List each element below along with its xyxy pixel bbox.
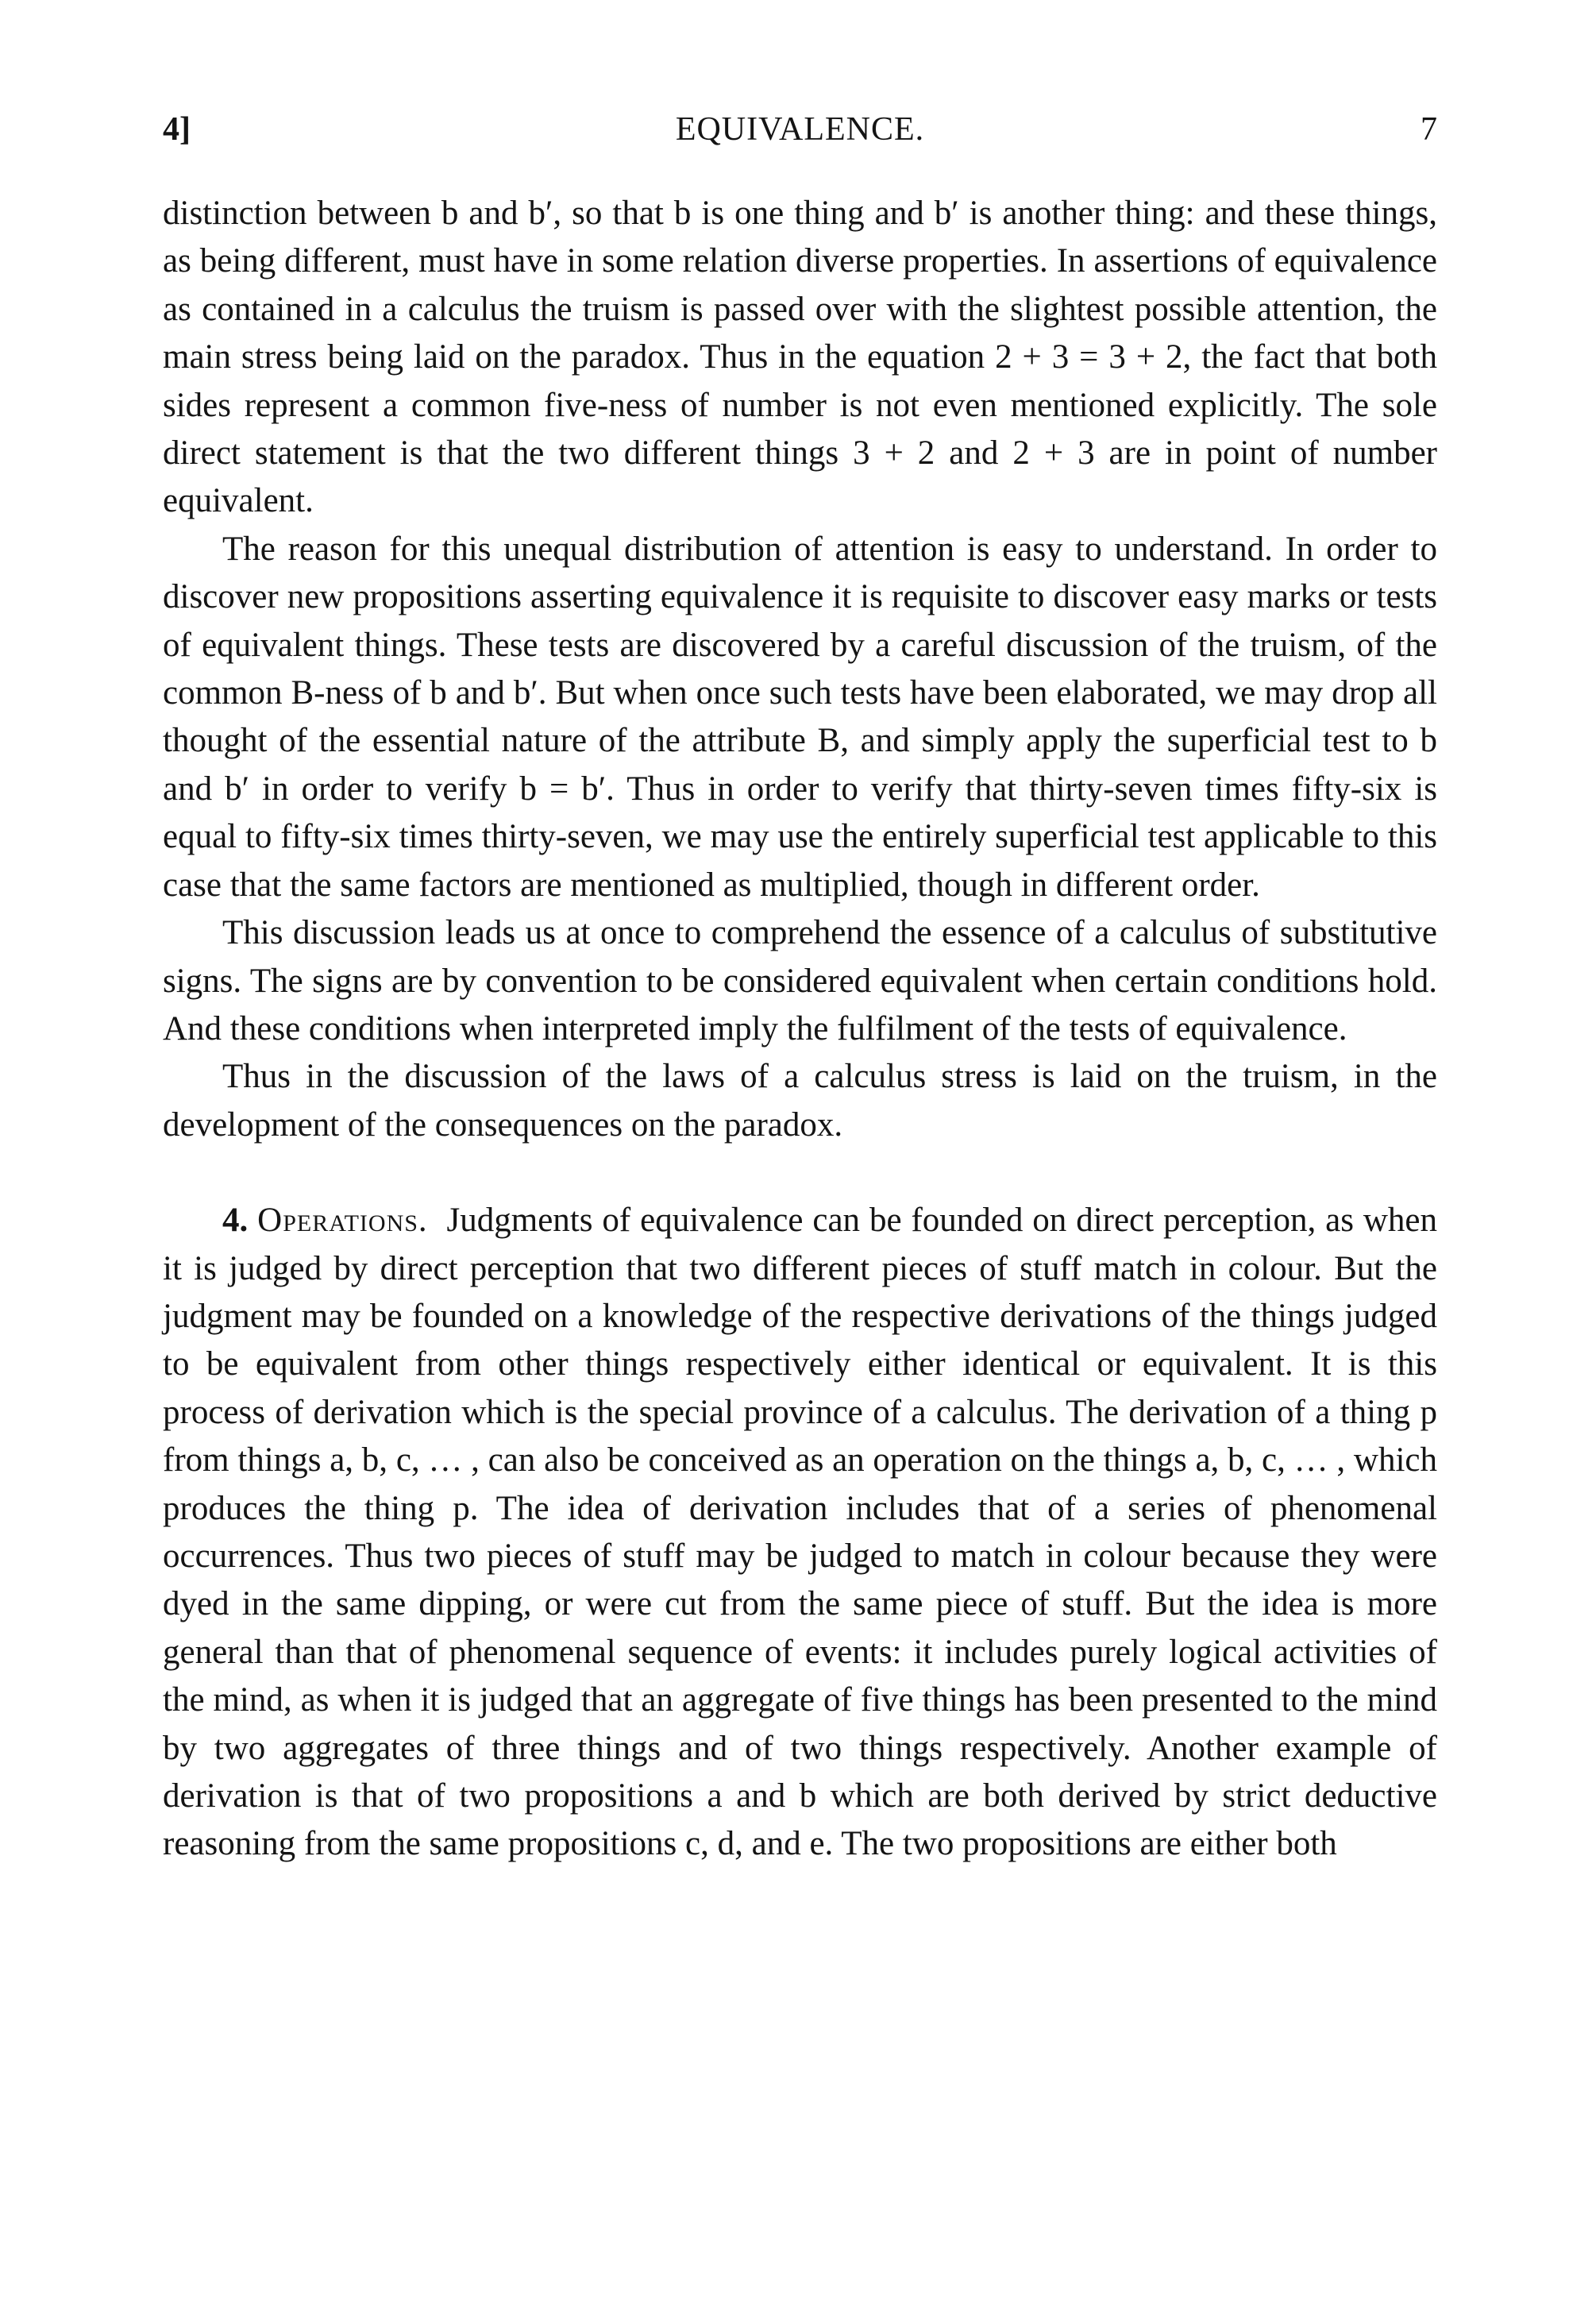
- paragraph: Thus in the discussion of the laws of a calculus stress is laid on the truism, in the development of the consequences on the paradox.: [163, 1058, 1437, 1144]
- header-section-number: 4]: [163, 111, 191, 148]
- section-4-paragraph: [163, 1197, 1437, 1869]
- running-header: [163, 102, 1437, 157]
- paragraph-continuation: distinction between b and b′, so that b is one thing and b′ is another thing: and these things, as being different, must have in some relation diverse properties. In assertions of equivalence as contained in a calculus the truism is passed over with the slightest possible attention, the main stress being laid on the paradox. Thus in the equation 2 + 3 = 3 + 2, the fact that both sides represent a common five-ness of number is not even mentioned explicitly. The sole direct statement is that the two different things 3 + 2 and 2 + 3 are in point of number equivalent.: [163, 195, 1437, 520]
- section-heading: Operations.: [257, 1202, 428, 1240]
- paragraph: This discussion leads us at once to comprehend the essence of a calculus of substitutive signs. The signs are by convention to be considered equivalent when certain conditions hold. And these conditions when interpreted imply the fulfilment of the tests of equivalence.: [163, 914, 1437, 1047]
- section-number: 4.: [222, 1202, 249, 1240]
- page-body: [163, 190, 1437, 1869]
- book-page: [163, 102, 1437, 1869]
- page-number: 7: [1421, 111, 1437, 148]
- section-4-text: Judgments of equivalence can be founded on direct perception, as when it is judged by direct perception that two different pieces of stuff match in colour. But the judgment may be founded on a knowledge of the respective derivations of the things judged to be equivalent from other things respectively either identical or equivalent. It is this process of derivation which is the special province of a calculus. The derivation of a thing p from things a, b, c, … , can also be conceived as an operation on the things a, b, c, … , which produces the thing p. The idea of derivation includes that of a series of phenomenal occurrences. Thus two pieces of stuff may be judged to match in colour because they were dyed in the same dipping, or were cut from the same piece of stuff. But the idea is more general than that of phenomenal sequence of events: it includes purely logical activities of the mind, as when it is judged that an aggregate of five things has been presented to the mind by two aggregates of three things and of two things respectively. Another example of derivation is that of two propositions a and b which are both derived by strict deductive reasoning from the same propositions c, d, and e. The two propositions are either both: [163, 1202, 1438, 1863]
- running-title: EQUIVALENCE.: [675, 111, 925, 148]
- paragraph: The reason for this unequal distribution of attention is easy to understand. In order to discover new propositions asserting equivalence it is requisite to discover easy marks or tests of equivalent things. These tests are discovered by a careful discussion of the truism, of the common B-ness of b and b′. But when once such tests have been elaborated, we may drop all thought of the essential nature of the attribute B, and simply apply the superficial test to b and b′ in order to verify b = b′. Thus in order to verify that thirty-seven times fifty-six is equal to fifty-six times thirty-seven, we may use the entirely superficial test applicable to this case that the same factors are mentioned as multiplied, though in different order.: [163, 530, 1437, 904]
